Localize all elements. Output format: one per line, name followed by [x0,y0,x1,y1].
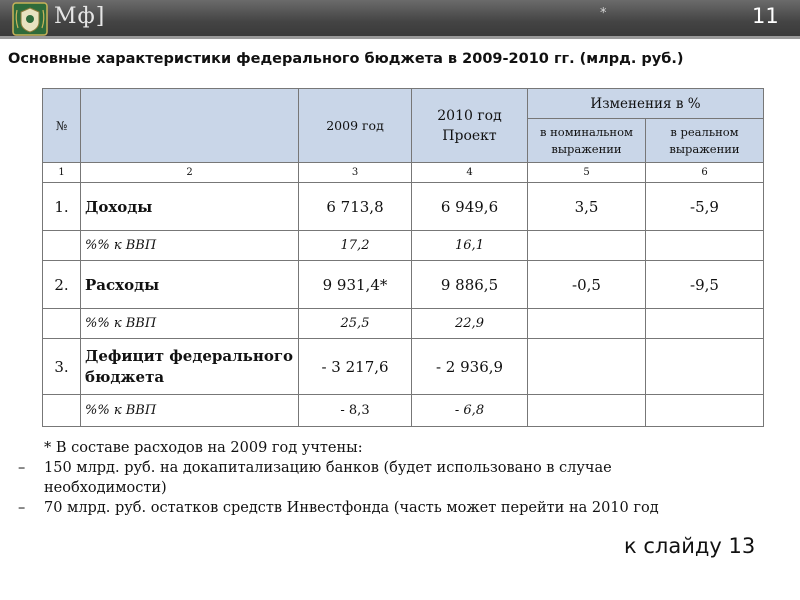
row-value-2010: - 6,8 [412,395,528,427]
header-real: в реальном выражении [646,119,764,163]
row-value-2009: - 3 217,6 [299,339,412,395]
row-name: Доходы [81,183,299,231]
header-nominal: в номинальном выражении [528,119,646,163]
row-value-2010: 16,1 [412,231,528,261]
header-2010 [412,89,528,163]
row-nominal [528,309,646,339]
row-real [646,395,764,427]
row-name: Дефицит федерального бюджета [81,339,299,395]
row-value-2010: 22,9 [412,309,528,339]
row-value-2009: 9 931,4* [299,261,412,309]
footnote-text: 150 млрд. руб. на докапитализацию банков (будет использовано в случае необходимости) [44,460,612,496]
footnote-text: 70 млрд. руб. остатков средств Инвестфонда (часть может перейти на 2010 год [44,500,659,516]
row-number [43,395,81,427]
footnote-dash: – [18,460,26,476]
row-name: %% к ВВП [81,231,299,261]
link-to-slide-13[interactable]: к слайду 13 [624,534,756,558]
table-row [43,183,764,231]
table-row [43,395,764,427]
row-nominal: 3,5 [528,183,646,231]
slide-title: Основные характеристики федерального бюджета в 2009-2010 гг. (млрд. руб.) [8,51,684,67]
row-number [43,309,81,339]
table-row [43,261,764,309]
row-nominal [528,231,646,261]
row-real [646,231,764,261]
row-number [43,231,81,261]
header-num: № [43,89,81,163]
row-real: -9,5 [646,261,764,309]
row-real [646,309,764,339]
header-asterisk: * [600,6,607,21]
footnote-item [18,458,732,498]
column-number: 1 [43,163,81,183]
column-number: 4 [412,163,528,183]
row-value-2009: 17,2 [299,231,412,261]
row-name: %% к ВВП [81,395,299,427]
logo-emblem-icon [12,2,48,36]
row-name: %% к ВВП [81,309,299,339]
column-number: 5 [528,163,646,183]
row-value-2009: 6 713,8 [299,183,412,231]
row-value-2010: - 2 936,9 [412,339,528,395]
column-number: 3 [299,163,412,183]
row-name: Расходы [81,261,299,309]
budget-table [42,88,764,427]
header-2010-year: 2010 год [437,107,502,124]
row-number: 2. [43,261,81,309]
header-2010-project: Проект [442,127,497,144]
header-name-blank [81,89,299,163]
footnote-star: * В составе расходов на 2009 год учтены: [44,440,363,456]
table-row [43,339,764,395]
row-value-2010: 6 949,6 [412,183,528,231]
row-nominal [528,339,646,395]
footnote-dash: – [18,500,26,516]
column-number: 2 [81,163,299,183]
row-value-2010: 9 886,5 [412,261,528,309]
top-bar [0,0,800,36]
row-number: 3. [43,339,81,395]
header-change: Изменения в % [528,89,764,119]
footnote-item [18,498,732,518]
column-number: 6 [646,163,764,183]
row-real [646,339,764,395]
row-value-2009: 25,5 [299,309,412,339]
row-number: 1. [43,183,81,231]
slide-number: 11 [752,4,779,28]
row-nominal [528,395,646,427]
brand-text: Мф] [54,4,106,29]
row-real: -5,9 [646,183,764,231]
footnotes [18,438,732,518]
row-nominal: -0,5 [528,261,646,309]
table-row [43,231,764,261]
header-2009: 2009 год [299,89,412,163]
row-value-2009: - 8,3 [299,395,412,427]
top-bar-stripe [0,36,800,39]
table-row [43,309,764,339]
